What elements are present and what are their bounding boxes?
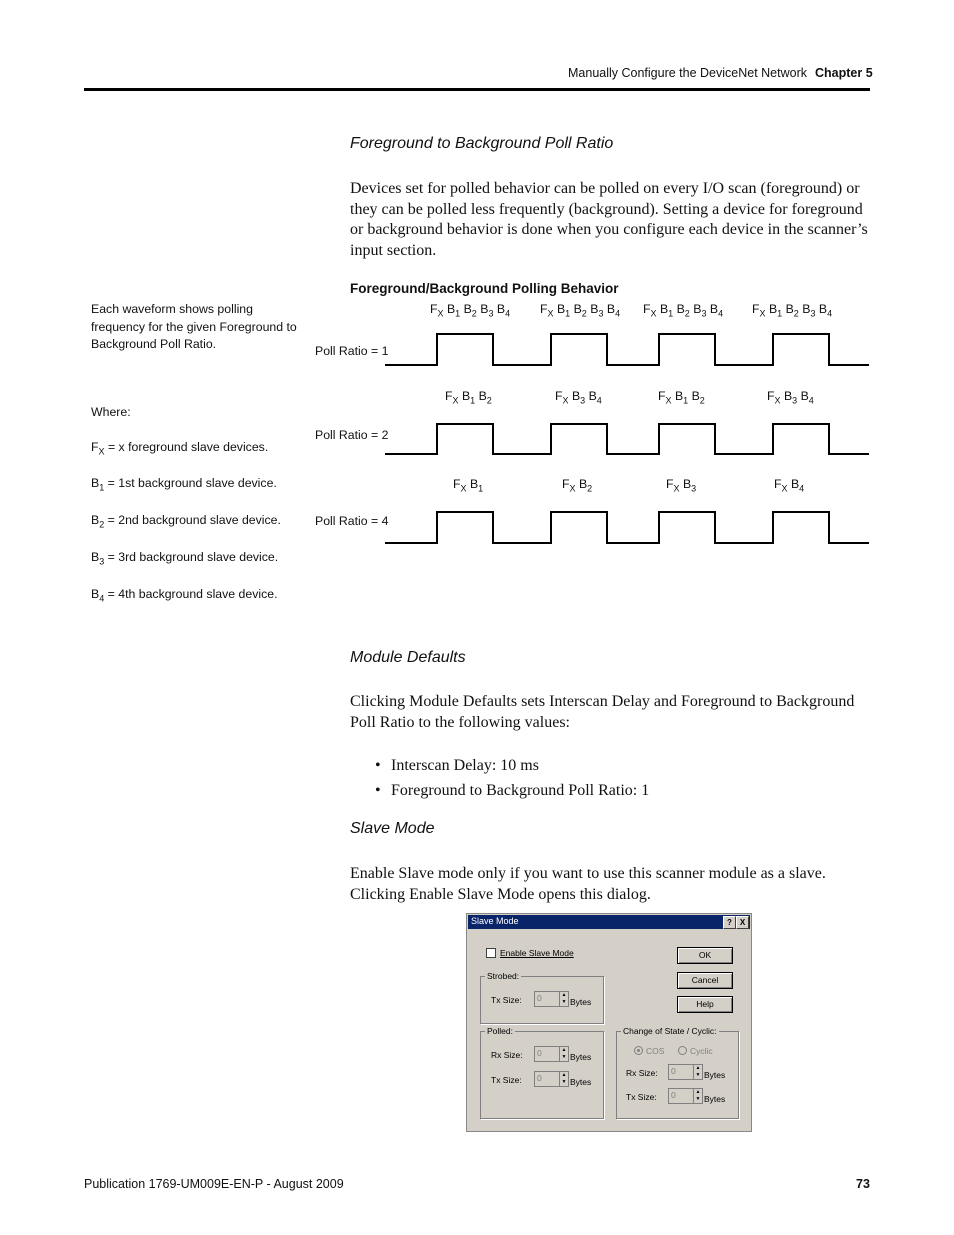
figure-title: Foreground/Background Polling Behavior [350,281,619,296]
strobed-group [480,971,604,1024]
polled-group [480,1026,604,1119]
waveform-trace [385,424,869,454]
cos-cyclic-group-title: Change of State / Cyclic: [623,1026,717,1036]
polled-rx-units: Bytes [570,1052,592,1062]
waveform-trace [385,334,869,365]
cos-rx-value: 0 [671,1066,676,1076]
cos-rx-spinner[interactable] [668,1064,703,1080]
spinner-arrows-icon[interactable]: ▲ ▼ [559,992,568,1006]
defaults-list [375,753,649,803]
poll-ratio-label: Poll Ratio = 2 [315,428,389,442]
header-rule [84,88,870,91]
cos-tx-units: Bytes [704,1094,726,1104]
pulse-label: $F_X$ $B_1$ $B_2$ $B_3$ $B_4$ [430,302,511,319]
poll-ratio-label: Poll Ratio = 4 [315,514,389,528]
legend-item: $B_3 = 3rd$ background slave device. [91,550,279,567]
pulse-label: $F_X$ $B_4$ [774,477,805,494]
legend-item: $F_X = x$ foreground slave devices. [91,440,269,457]
cos-tx-spinner[interactable] [668,1088,703,1104]
strobed-tx-value: 0 [537,993,542,1003]
polled-rx-value: 0 [537,1048,542,1058]
legend-item: $B_2 = 2nd$ background slave device. [91,513,281,530]
cos-radio[interactable] [634,1046,643,1055]
enable-slave-mode-label: Enable Slave Mode [500,948,574,958]
cos-tx-label: Tx Size: [626,1092,657,1102]
cyclic-radio-label: Cyclic [690,1046,713,1056]
cos-rx-units: Bytes [704,1070,726,1080]
help-button[interactable]: Help [677,996,733,1013]
legend-item: $B_1 = 1st$ background slave device. [91,476,277,493]
section-heading-poll-ratio: Foreground to Background Poll Ratio [350,135,614,152]
pulse-label: $F_X$ $B_1$ $B_2$ [658,389,705,406]
polled-tx-label: Tx Size: [491,1075,522,1085]
strobed-tx-label: Tx Size: [491,995,522,1005]
section-body-poll-ratio: Devices set for polled behavior can be polled on every I/O scan (foreground) or they can be polled less frequently (background). Setting a device for foreground or background behavior is done when you configure each device in the scanner’s input section. [350,180,868,259]
running-header-section: Manually Configure the DeviceNet Network [568,66,807,80]
cos-tx-value: 0 [671,1090,676,1100]
legend-item: $B_4 = 4th$ background slave device. [91,587,278,604]
pulse-label: $F_X$ $B_1$ $B_2$ $B_3$ $B_4$ [643,302,724,319]
pulse-label: $F_X$ $B_3$ [666,477,697,494]
section-heading-module-defaults: Module Defaults [350,649,466,666]
ok-button[interactable]: OK [677,947,733,964]
polling-waveforms [383,325,873,550]
pulse-label: $F_X$ $B_1$ [453,477,484,494]
footer-page-number: 73 [856,1177,870,1191]
cos-rx-label: Rx Size: [626,1068,658,1078]
cyclic-radio[interactable] [678,1046,687,1055]
slave-mode-dialog [466,913,752,1132]
legend-where: Where: [91,405,131,419]
figure-side-note: Each waveform shows polling frequency for the given Foreground to Background Poll Ratio. [91,302,297,351]
enable-slave-mode-checkbox[interactable] [486,948,496,958]
spinner-arrows-icon[interactable]: ▲ ▼ [693,1065,702,1079]
poll-ratio-label: Poll Ratio = 1 [315,344,389,358]
pulse-label: $F_X$ $B_1$ $B_2$ $B_3$ $B_4$ [752,302,833,319]
pulse-label: $F_X$ $B_3$ $B_4$ [555,389,602,406]
strobed-tx-units: Bytes [570,997,592,1007]
waveform-trace [385,512,869,543]
strobed-group-title: Strobed: [487,971,520,981]
polled-tx-value: 0 [537,1073,542,1083]
section-body-slave-mode: Enable Slave mode only if you want to use this scanner module as a slave. Clicking Enable Slave Mode opens this dialog. [350,865,826,903]
polled-group-title: Polled: [487,1026,513,1036]
close-icon[interactable]: X [736,916,749,929]
footer-publication: Publication 1769-UM009E-EN-P - August 2009 [84,1177,344,1191]
pulse-label: $F_X$ $B_1$ $B_2$ $B_3$ $B_4$ [540,302,621,319]
cos-radio-label: COS [646,1046,665,1056]
section-body-module-defaults: Clicking Module Defaults sets Interscan Delay and Foreground to Background Poll Ratio to the following values: [350,693,855,731]
spinner-arrows-icon[interactable]: ▲ ▼ [559,1047,568,1061]
dialog-title: Slave Mode [471,916,519,926]
list-item: • Foreground to Background Poll Ratio: 1 [375,778,649,803]
spinner-arrows-icon[interactable]: ▲ ▼ [693,1089,702,1103]
pulse-label: $F_X$ $B_3$ $B_4$ [767,389,814,406]
cancel-button[interactable]: Cancel [677,972,733,989]
list-item: • Interscan Delay: 10 ms [375,753,649,778]
polled-rx-label: Rx Size: [491,1050,523,1060]
strobed-tx-spinner[interactable] [534,991,569,1007]
polled-tx-units: Bytes [570,1077,592,1087]
pulse-label: $F_X$ $B_2$ [562,477,593,494]
spinner-arrows-icon[interactable]: ▲ ▼ [559,1072,568,1086]
pulse-label: $F_X$ $B_1$ $B_2$ [445,389,492,406]
cos-cyclic-group [616,1026,739,1119]
help-icon[interactable]: ? [723,916,736,929]
running-header-chapter: Chapter 5 [815,66,873,80]
section-heading-slave-mode: Slave Mode [350,820,435,837]
polled-rx-spinner[interactable] [534,1046,569,1062]
polled-tx-spinner[interactable] [534,1071,569,1087]
dialog-title-bar [468,915,750,929]
